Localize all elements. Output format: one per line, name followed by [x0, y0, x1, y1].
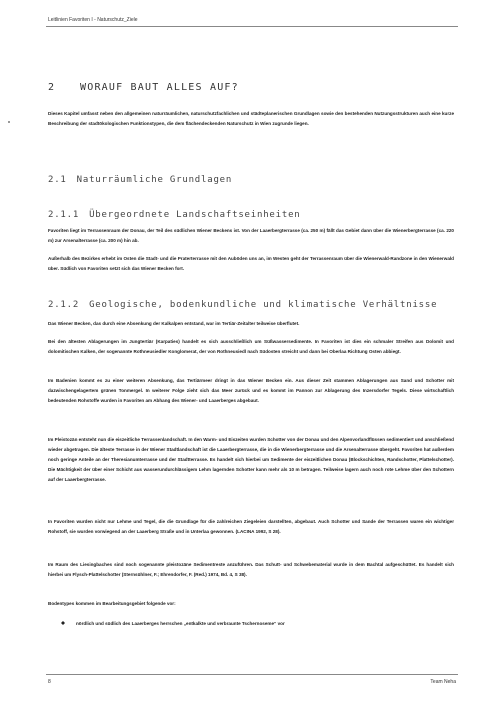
footer-team: Team Neha: [430, 679, 456, 685]
section-title: Übergeordnete Landschaftseinheiten: [89, 210, 301, 220]
chapter-title: WORAUF BAUT ALLES AUF?: [80, 82, 239, 93]
header-divider: [46, 26, 458, 27]
margin-mark: [8, 121, 10, 123]
paragraph: Im Badenien kommt es zu einer weiteren Absenkung, das Tertiärmeer dringt in das Wiener Becken ein. Aus dieser Zeit stammen Ablagerungen aus Sand und Schotter mit dazwischengelagertem grünen Tonmergel. In weiterer Folge zieht sich das Meer zurück und es kommt im Pannon zur Ablagerung des Inzersdorfer Tegels. Diese wirtschaftlich bedeutenden Rohstoffe wurden in Favoriten am Abhang des Wiener- und Laaerberges abgebaut.: [48, 378, 454, 403]
intro-paragraph: Dieses Kapitel umfasst neben den allgemeinen naturräumlichen, naturschutzfachlichen und städteplanerischen Grundlagen sowie den bestehenden Nutzungsstrukturen auch eine kurze Beschreibung der stadtökologischen Funktionstypen, die dem flächendeckenden Naturschutz in Wien zugrunde liegen.: [48, 111, 454, 126]
diamond-bullet-icon: [61, 621, 65, 625]
section-heading-2-1: [48, 175, 232, 185]
section-title: Naturräumliche Grundlagen: [76, 175, 233, 185]
paragraph: Bei den ältesten Ablagerungen im Jungtertiär (Karpaties) handelt es sich ausschließlich um Süßwassersedimente. In Favoriten ist dies ein schmaler Streifen aus Dolomit und dolomitischen Kalken, der sogenannte Rothneusiedler Konglomerat, der von Rothneusiedl nach Südosten streicht und dann bei Oberlaa Richtung Osten abbiegt.: [48, 339, 454, 354]
paragraph: Das Wiener Becken, das durch eine Absenkung der Kalkalpen entstand, war im Tertiär-Zeitalter teilweise überflutet.: [48, 321, 300, 326]
paragraph: Favoriten liegt im Terrassenraum der Donau, der Teil des südlichen Wiener Beckens ist. Von der Laaerbergterrasse (ca. 250 m) fällt das Gebiet dann über die Wienerbergterrasse (ca. 220 m) zur Arsenalterrasse (ca. 200 m) hin ab.: [48, 228, 454, 243]
paragraph: Im Pleistozän entsteht nun die eiszeitliche Terrassenlandschaft. In den Warm- und Eiszeiten wurden Schotter von der Donau und den Alpenvorlandflüssen sedimentiert und anschließend wieder abgetragen. Die älteste Terrasse in der Wiener Stadtlandschaft ist die Laaerbergterrasse, die in die Wienerbergterrasse und die Arsenalterrasse übergeht. Favoriten hat außerdem noch geringe Anteile an der Theresianumterrasse und der Stadtterrasse. Es handelt sich hierbei um Sedimente der eiszeitlichen Donau (Blockschichten, Randschotter, Plattelschotter). Die Mächtigkeit der über einer Schicht aus wasserundurchlässigem Lehm lagernden Schotter kann mehr als 10 m betragen. Teilweise lagern auch noch rote Lehme über den Schottern auf der Laaerbergterrasse.: [48, 437, 454, 482]
paragraph: In Favoriten wurden nicht nur Lehme und Tegel, die die Grundlage für die zahlreichen Ziegeleien darstellten, abgebaut. Auch Schotter und Sande der Terrassen waren ein wichtiger Rohstoff, sie wurden vorwiegend an der Laaerberg Straße und in Unterlaa gewonnen. (LACINA 1992, S 28).: [48, 519, 454, 534]
paragraph: Im Raum des Liesingbaches sind noch sogenannte pleistozäne Sedimentreste anzuführen. Das Schutt- und Schwebematerial wurde in dem Bachtal aufgeschüttet. Es handelt sich hierbei um Flysch-Plattelschotter (Sternsühlner, F.; Ehrendorfer, F. (Red.) 1974, Bd. 4, S 38).: [48, 562, 454, 577]
section-number: 2.1: [48, 175, 67, 185]
page-number: 8: [48, 679, 51, 685]
chapter-heading: [48, 82, 239, 93]
bullet-text: nördlich und südlich des Laaerberges herrschen „entkalkte und verbraunte Tschernoseme“ vor: [76, 621, 285, 626]
running-header: Leitlinien Favoriten I - Naturschutz_Ziele: [48, 17, 138, 23]
paragraph: Außerhalb des Bezirkes erhebt im Osten die Stadt- und die Praterterrasse mit den Auböden uns an, im Westen geht der Terrassenraum über die Wienerwald-Randzone in den Wienerwald über. Südlich von Favoriten setzt sich das Wiener Becken fort.: [48, 256, 454, 271]
paragraph: Bodentypes kommen im Bearbeitungsgebiet folgende vor:: [48, 601, 176, 606]
section-number: 2.1.1: [48, 210, 80, 220]
section-title: Geologische, bodenkundliche und klimatische Verhältnisse: [89, 300, 438, 310]
section-heading-2-1-2: [48, 300, 437, 310]
section-number: 2.1.2: [48, 300, 80, 310]
chapter-number: 2: [48, 82, 56, 93]
footer-divider: [46, 674, 458, 675]
section-heading-2-1-1: [48, 210, 301, 220]
